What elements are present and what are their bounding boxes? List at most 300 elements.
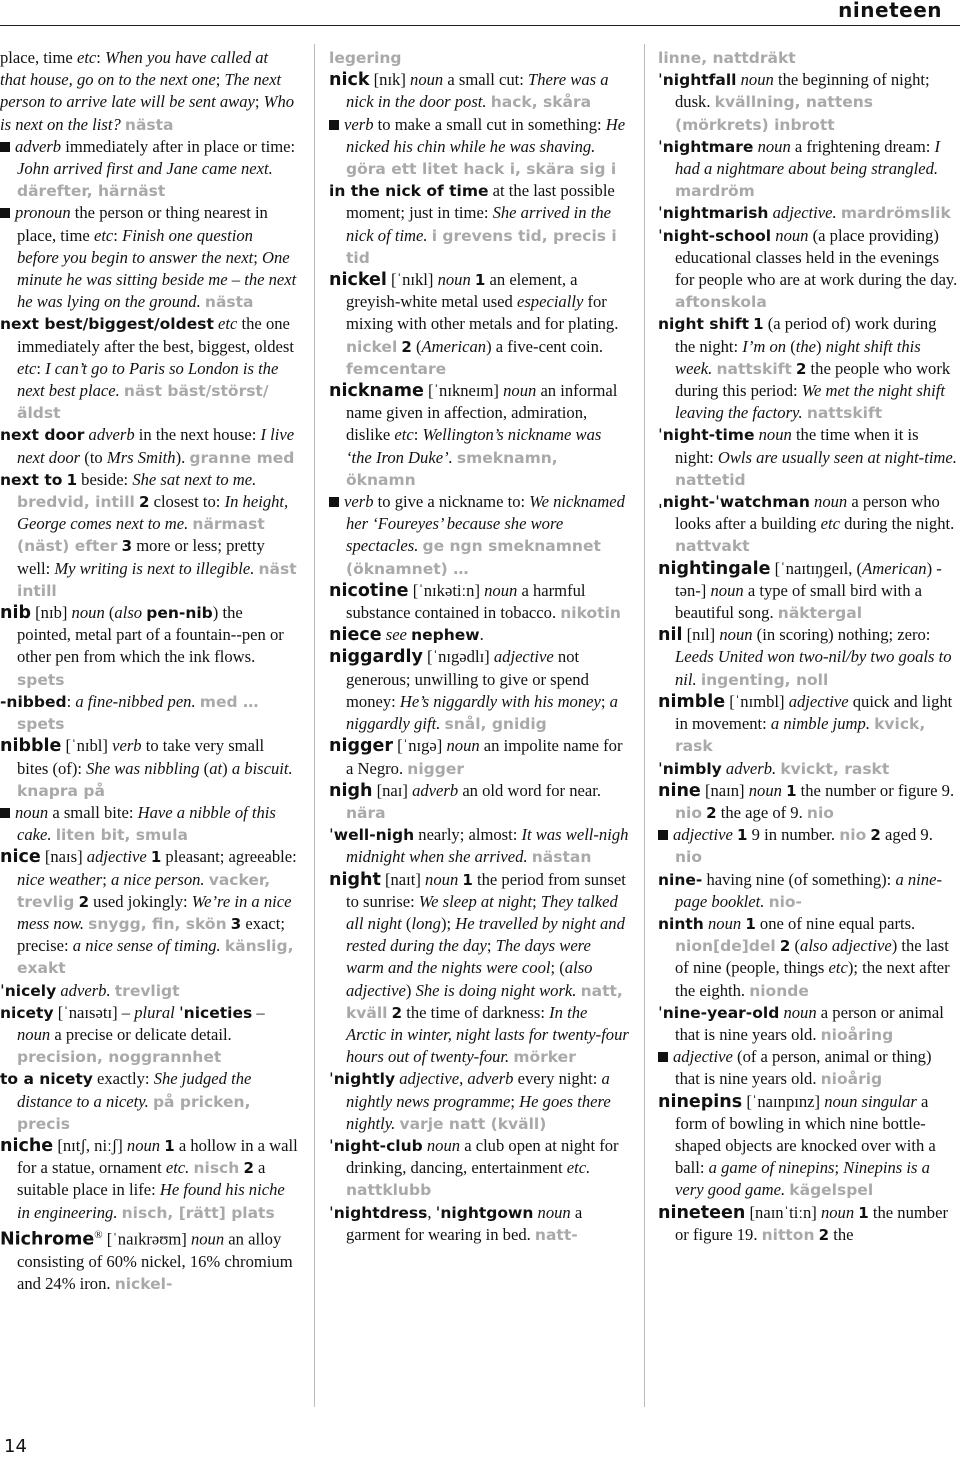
headword: nick bbox=[329, 70, 370, 91]
swedish-translation: nio bbox=[675, 803, 702, 822]
swedish-translation: natt- bbox=[534, 1225, 578, 1244]
headword: nine bbox=[658, 780, 701, 801]
definition-text: ) bbox=[405, 980, 416, 1000]
dictionary-entry bbox=[329, 69, 631, 113]
part-of-speech: noun bbox=[71, 603, 105, 623]
definition-text: ( bbox=[786, 336, 796, 356]
definition-text: closest to: bbox=[149, 492, 225, 512]
definition-text: [ˈnɪgədlɪ] bbox=[422, 647, 494, 667]
subentry-headword: ˈnightfall bbox=[658, 71, 737, 90]
dictionary-entry bbox=[329, 646, 631, 735]
headword: ninepins bbox=[658, 1091, 743, 1112]
headword: nickname bbox=[329, 381, 424, 402]
definition-text: : bbox=[66, 691, 76, 711]
definition-text: ) the last of nine (people, things bbox=[675, 936, 949, 978]
subentry-headword: pen-nib bbox=[146, 604, 213, 623]
dictionary-entry bbox=[0, 1135, 298, 1224]
subentry-headword: nicety bbox=[0, 1003, 54, 1022]
part-of-speech: verb bbox=[112, 736, 142, 756]
definition-text: an informal name given in affection, admiration, dislike bbox=[346, 381, 618, 445]
headword: niggardly bbox=[329, 647, 423, 668]
swedish-translation: granne med bbox=[189, 448, 295, 467]
definition-text: : bbox=[413, 425, 423, 445]
page-number: 14 bbox=[4, 1436, 27, 1457]
definition-text: [ˈnɪkl] bbox=[386, 270, 438, 290]
example-text: I can’t go to Paris so London is the next best place. bbox=[17, 358, 279, 401]
definition-text: [nɪk] bbox=[369, 70, 411, 90]
dictionary-entry bbox=[658, 691, 958, 758]
example-text: Wellington’s nickname was ‘the Iron Duke’. bbox=[346, 425, 602, 467]
dictionary-entry bbox=[329, 869, 631, 1069]
definition-text: [ˈnɪkətiːn] bbox=[408, 580, 485, 600]
definition-text: not generous; unwilling to give or spend money: bbox=[346, 647, 589, 711]
example-text: etc bbox=[93, 225, 114, 245]
sense-number: 2 bbox=[243, 1159, 254, 1178]
definition-text: (a period of) work during the night: bbox=[675, 314, 937, 356]
subentry-headword: -nibbed bbox=[0, 692, 67, 711]
swedish-translation: i grevens tid, precis i tid bbox=[346, 226, 617, 267]
definition-text: used jokingly: bbox=[89, 891, 192, 911]
subentry-headword: next door bbox=[0, 426, 85, 445]
sense-number: 1 bbox=[462, 870, 473, 889]
sub-entry bbox=[658, 202, 958, 224]
sub-entry bbox=[0, 980, 298, 1002]
part-of-speech: adverb bbox=[15, 136, 62, 156]
swedish-translation: nio bbox=[806, 803, 834, 822]
subentry-headword: ˈnicely bbox=[0, 981, 57, 1000]
subentry-headword: in the nick of time bbox=[329, 182, 489, 201]
example-text: He travelled by night and rested during the day bbox=[346, 913, 625, 956]
dictionary-entry bbox=[329, 624, 631, 646]
swedish-translation: kvickt, raskt bbox=[780, 759, 890, 778]
sub-entry bbox=[658, 424, 958, 491]
example-text: etc bbox=[828, 958, 848, 978]
definition-text: ; bbox=[486, 936, 496, 956]
part-of-speech: noun bbox=[775, 225, 809, 245]
example-text: We nicknamed her ‘Foureyes’ because she wore spectacles. bbox=[346, 492, 625, 556]
example-text: Have a nibble of this cake. bbox=[17, 802, 276, 845]
definition-text: [naɪt] bbox=[380, 869, 426, 889]
definition-text: the time when it is night: bbox=[675, 425, 919, 467]
part-of-speech: noun bbox=[437, 270, 471, 290]
dictionary-entry bbox=[329, 380, 631, 491]
part-of-speech: pronoun bbox=[15, 203, 71, 223]
swedish-translation: näktergal bbox=[777, 604, 863, 623]
definition-text: in the next house: bbox=[134, 425, 261, 445]
definition-text: ; ( bbox=[550, 958, 565, 978]
sense-number: 3 bbox=[121, 537, 133, 556]
definition-text: [nɪb] bbox=[30, 603, 72, 623]
definition-text: ); the next after the eighth. bbox=[675, 958, 950, 1000]
part-of-speech: noun bbox=[503, 381, 537, 401]
square-bullet-icon bbox=[329, 497, 339, 507]
part-of-speech: noun bbox=[537, 1202, 571, 1222]
definition-text: a small bite: bbox=[48, 802, 138, 822]
definition-text: (of a person, animal or thing) that is nine years old. bbox=[675, 1047, 932, 1089]
example-text: a fine-nibbed pen. bbox=[75, 691, 196, 711]
definition-text: ( bbox=[199, 758, 210, 778]
part-of-speech: noun bbox=[740, 70, 774, 90]
sub-entry bbox=[658, 136, 958, 203]
definition-text: [ˈnɪbl] bbox=[61, 736, 113, 756]
swedish-translation: aftonskola bbox=[675, 293, 767, 312]
headword: nil bbox=[658, 625, 683, 646]
example-text: at bbox=[209, 758, 223, 778]
definition-text: beside: bbox=[77, 469, 133, 489]
continuation-text bbox=[329, 47, 631, 69]
headword: nicotine bbox=[329, 580, 409, 601]
definition-text: a club open at night for drinking, dancing, entertainment bbox=[346, 1135, 619, 1178]
part-of-speech: adverb. bbox=[725, 758, 777, 778]
subentry-headword: ˈnightly bbox=[329, 1070, 396, 1089]
example-text: etc bbox=[820, 514, 840, 534]
sense-number: 1 bbox=[858, 1203, 869, 1222]
swedish-translation: mörker bbox=[513, 1048, 576, 1067]
headword: nibble bbox=[0, 736, 62, 757]
definition-text: the number or figure 9. bbox=[796, 780, 955, 800]
sub-entry bbox=[658, 913, 958, 1002]
square-bullet-icon bbox=[329, 120, 339, 130]
sense-block bbox=[329, 114, 631, 181]
swedish-translation: nio bbox=[675, 848, 702, 867]
swedish-translation: kvick, rask bbox=[675, 715, 926, 756]
dictionary-entry bbox=[0, 735, 298, 802]
example-text: We sleep at night bbox=[418, 891, 533, 911]
example-text: a nimble jump. bbox=[770, 714, 870, 734]
definition-text: (a place providing) educational classes held in the evenings for people who are at work during the day. bbox=[675, 225, 958, 290]
swedish-translation: nikotin bbox=[560, 604, 621, 623]
swedish-translation: knapra på bbox=[17, 781, 105, 800]
definition-text: pleasant; agreeable: bbox=[161, 847, 297, 867]
definition-text: aged 9. bbox=[880, 825, 933, 845]
example-text: etc bbox=[17, 358, 37, 378]
subentry-headword: ˈnine-year-old bbox=[658, 1003, 780, 1022]
swedish-translation: näst intill bbox=[17, 559, 297, 600]
definition-text: having nine (of something): bbox=[702, 869, 896, 889]
headword: niche bbox=[0, 1135, 54, 1156]
part-of-speech: noun bbox=[748, 780, 782, 800]
part-of-speech: adjective. bbox=[772, 203, 837, 223]
sense-block bbox=[658, 1046, 958, 1090]
example-text: etc bbox=[76, 48, 97, 67]
example-text: a nice person. bbox=[111, 869, 205, 889]
part-of-speech: noun bbox=[15, 802, 49, 822]
dictionary-entry bbox=[658, 780, 958, 824]
example-text: When you have called at that house, go on to the next one bbox=[0, 48, 269, 90]
sense-number: 1 bbox=[786, 781, 797, 800]
part-of-speech: noun bbox=[126, 1135, 161, 1155]
sub-entry bbox=[658, 69, 958, 136]
definition-text: more or less; pretty well: bbox=[17, 536, 265, 578]
part-of-speech: noun bbox=[719, 625, 753, 645]
swedish-translation: nionde bbox=[749, 981, 809, 1000]
example-text: My writing is next to illegible. bbox=[54, 558, 255, 578]
subentry-headword: next to bbox=[0, 470, 63, 489]
definition-text: to make a small cut in something: bbox=[373, 114, 606, 134]
definition-text: ) bbox=[222, 758, 232, 778]
part-of-speech: noun bbox=[707, 913, 742, 933]
part-of-speech: adjective bbox=[493, 647, 554, 667]
swedish-translation: med … spets bbox=[17, 692, 259, 734]
example-text: night shift this week. bbox=[675, 336, 921, 378]
definition-text: a garment for wearing in bed. bbox=[346, 1202, 583, 1244]
sense-number: 2 bbox=[139, 493, 150, 512]
swedish-translation: nioårig bbox=[820, 1070, 883, 1089]
part-of-speech: noun bbox=[425, 869, 459, 889]
example-text: a nightly news programme bbox=[346, 1069, 610, 1111]
definition-text: [naɪnˈtiːn] bbox=[745, 1202, 821, 1222]
definition-text: a frightening dream: bbox=[790, 136, 935, 156]
example-text: a nine-page booklet. bbox=[675, 869, 942, 911]
definition-text: [ˈnaɪkrəʊm] bbox=[102, 1229, 191, 1249]
dictionary-entry bbox=[0, 1224, 298, 1295]
swedish-translation: ge ngn smeknamnet (öknamnet) … bbox=[346, 537, 601, 578]
column-1 bbox=[0, 47, 298, 1295]
example-text: She arrived in the nick of time. bbox=[346, 203, 612, 245]
swedish-translation: varje natt (kväll) bbox=[399, 1114, 547, 1133]
swedish-translation: mardrömslik bbox=[840, 204, 951, 223]
definition-text: an alloy consisting of 60% nickel, 16% chromium and 24% iron. bbox=[17, 1229, 293, 1293]
definition-text: to take very small bites (of): bbox=[17, 736, 265, 778]
sub-entry bbox=[658, 758, 958, 780]
sub-entry bbox=[329, 180, 631, 269]
swedish-translation: nästan bbox=[531, 848, 592, 867]
definition-text: for mixing with other metals and for plating. bbox=[346, 292, 619, 334]
definition-text: the number or figure 19. bbox=[675, 1202, 948, 1244]
definition-text: ); bbox=[440, 913, 456, 933]
subentry-headword: nephew bbox=[411, 626, 480, 645]
example-text: I live next door bbox=[17, 425, 295, 467]
swedish-translation: legering bbox=[329, 49, 402, 67]
definition-text: : bbox=[113, 225, 123, 245]
definition-text: [naɪs] bbox=[40, 847, 87, 867]
sense-block bbox=[0, 802, 298, 846]
sense-number: 1 bbox=[745, 914, 756, 933]
part-of-speech: noun bbox=[446, 736, 480, 756]
guide-word: nineteen bbox=[838, 0, 942, 22]
part-of-speech: adjective bbox=[788, 691, 849, 711]
swedish-translation: nattklubb bbox=[346, 1181, 432, 1200]
sub-entry bbox=[658, 869, 958, 913]
definition-text: immediately after in place or time: bbox=[61, 136, 296, 156]
swedish-translation: nattvakt bbox=[675, 537, 750, 556]
definition-text: to give a nickname to: bbox=[373, 492, 530, 512]
definition-text: [ˈnaɪsətɪ] – bbox=[53, 1002, 135, 1022]
example-text: He goes there nightly. bbox=[346, 1091, 611, 1133]
example-text: It was well-nigh midnight when she arrived. bbox=[346, 825, 629, 867]
definition-text: the bbox=[829, 1224, 854, 1244]
definition-text: (to bbox=[80, 447, 107, 467]
dictionary-entry bbox=[658, 624, 958, 691]
swedish-translation: närmast (näst) efter bbox=[17, 515, 265, 556]
sense-number: 2 bbox=[795, 359, 807, 378]
definition-text: a precise or delicate detail. bbox=[50, 1024, 232, 1044]
swedish-translation: vacker, trevlig bbox=[17, 870, 271, 911]
example-text: American bbox=[862, 558, 927, 578]
definition-text: a harmful substance contained in tobacco. bbox=[346, 580, 586, 623]
dictionary-entry bbox=[329, 269, 631, 380]
swedish-translation: smeknamn, öknamn bbox=[346, 448, 558, 489]
example-text: a niggardly gift. bbox=[346, 691, 618, 734]
sense-number: 2 bbox=[706, 803, 717, 822]
example-text: In height, George comes next to me. bbox=[17, 492, 289, 534]
example-text: Owls are usually seen at night-time. bbox=[717, 447, 957, 467]
swedish-translation: nattetid bbox=[675, 470, 746, 489]
swedish-translation: nattskift bbox=[806, 404, 883, 423]
sub-entry bbox=[329, 1135, 631, 1202]
sub-entry bbox=[0, 1002, 298, 1069]
example-text: American bbox=[421, 336, 487, 356]
example-text: We’re in a nice mess now. bbox=[17, 891, 292, 933]
part-of-speech: noun bbox=[410, 70, 444, 90]
example-text: He nicked his chin while he was shaving. bbox=[346, 114, 626, 156]
definition-text: a small cut: bbox=[443, 70, 529, 90]
dictionary-entry bbox=[658, 1202, 958, 1246]
subentry-headword: nine- bbox=[658, 870, 703, 889]
definition-text: ; bbox=[510, 1091, 520, 1111]
definition-text: the age of 9. bbox=[716, 802, 807, 822]
definition-text: ). bbox=[175, 447, 190, 467]
sense-number: 1 bbox=[737, 826, 748, 845]
definition-text: exact; precise: bbox=[17, 913, 285, 956]
example-text: etc bbox=[218, 314, 238, 334]
example-text: John arrived first and Jane came next. bbox=[17, 159, 273, 179]
example-text: We met the night shift leaving the factory. bbox=[675, 381, 945, 423]
part-of-speech: noun bbox=[190, 1229, 225, 1249]
swedish-translation: nion[de]del bbox=[675, 937, 776, 956]
sense-number: 1 bbox=[150, 848, 162, 867]
definition-text: a person who looks after a building bbox=[675, 492, 940, 534]
swedish-translation: nära bbox=[346, 803, 386, 822]
example-text: see bbox=[385, 625, 407, 645]
definition-text: ; bbox=[215, 70, 225, 90]
subentry-headword: ˈnight-school bbox=[658, 226, 772, 245]
subentry-headword: ˈnightgown bbox=[435, 1203, 534, 1222]
headword: nib bbox=[0, 603, 31, 624]
part-of-speech: noun bbox=[757, 136, 791, 156]
sense-number: 3 bbox=[230, 914, 242, 933]
definition-text: ) bbox=[816, 336, 826, 356]
example-text: She judged the distance to a nicety. bbox=[17, 1069, 252, 1111]
subentry-headword: ninth bbox=[658, 914, 704, 933]
part-of-speech: verb bbox=[344, 492, 374, 512]
sense-number: 1 bbox=[66, 470, 78, 489]
definition-text: ) the pointed, metal part of a fountain--pen or other pen from which the ink flows. bbox=[17, 603, 284, 667]
part-of-speech: adjective bbox=[673, 1047, 733, 1067]
part-of-speech: adverb bbox=[412, 780, 459, 800]
definition-text: at the last possible moment; just in time: bbox=[346, 181, 615, 223]
definition-text: ; bbox=[254, 92, 264, 112]
sense-number: 2 bbox=[818, 1225, 830, 1244]
definition-text: the person or thing nearest in place, time bbox=[17, 203, 268, 245]
swedish-translation: snål, gnidig bbox=[444, 715, 547, 734]
subentry-headword: ˈnightmarish bbox=[658, 204, 769, 223]
swedish-translation: nigger bbox=[407, 759, 464, 778]
headword: nimble bbox=[658, 691, 726, 712]
definition-text: ; bbox=[600, 691, 610, 711]
part-of-speech: plural bbox=[134, 1002, 175, 1022]
swedish-translation: ingenting, noll bbox=[700, 670, 829, 689]
part-of-speech: noun bbox=[426, 1135, 461, 1155]
sub-entry bbox=[0, 691, 298, 735]
part-of-speech: noun bbox=[814, 492, 848, 512]
subentry-headword: ˌnight-ˈwatchman bbox=[658, 493, 810, 512]
headword: nightingale bbox=[658, 558, 771, 579]
example-text: Who is next on the list? bbox=[0, 92, 295, 134]
subentry-headword: ˈnightdress bbox=[329, 1203, 428, 1222]
definition-text: ) -tən-] bbox=[675, 558, 942, 600]
dictionary-entry bbox=[658, 1091, 958, 1202]
example-text: the bbox=[795, 336, 817, 356]
registered-mark: ® bbox=[94, 1228, 103, 1241]
definition-text: ( bbox=[104, 603, 115, 623]
example-text: Ninepins is a very good game. bbox=[675, 1158, 930, 1200]
definition-text: the time of darkness: bbox=[402, 1002, 550, 1022]
headword: Nichrome bbox=[0, 1229, 95, 1250]
part-of-speech: noun bbox=[758, 425, 792, 445]
sub-entry bbox=[329, 824, 631, 868]
subentry-headword: ˈnight-club bbox=[329, 1136, 423, 1155]
definition-text: every night: bbox=[513, 1069, 602, 1089]
swedish-translation: nästa bbox=[204, 293, 254, 312]
definition-text: : bbox=[96, 48, 106, 67]
definition-text: nearly; almost: bbox=[414, 825, 522, 845]
sub-entry bbox=[658, 225, 958, 314]
sense-number: 1 bbox=[474, 271, 486, 290]
definition-text: during the night. bbox=[839, 514, 955, 534]
subentry-headword: to a nicety bbox=[0, 1070, 93, 1089]
square-bullet-icon bbox=[658, 1052, 668, 1062]
sub-entry bbox=[329, 1068, 631, 1135]
dictionary-entry bbox=[329, 580, 631, 624]
headword: nigh bbox=[329, 780, 373, 801]
part-of-speech: adjective, adverb bbox=[399, 1069, 514, 1089]
sense-block bbox=[329, 491, 631, 580]
definition-text: 9 in number. bbox=[747, 825, 840, 845]
swedish-translation: nästa bbox=[124, 115, 174, 134]
definition-text: the one immediately after the best, biggest, oldest bbox=[17, 314, 294, 356]
definition-text: ; bbox=[102, 869, 112, 889]
sub-entry bbox=[658, 1002, 958, 1046]
square-bullet-icon bbox=[0, 808, 10, 818]
example-text: a game of ninepins bbox=[708, 1158, 835, 1178]
definition-text: a suitable place in life: bbox=[17, 1158, 266, 1200]
sub-entry bbox=[0, 469, 298, 602]
example-text: also bbox=[114, 603, 143, 623]
continuation-text bbox=[658, 47, 958, 69]
swedish-translation: linne, nattdräkt bbox=[658, 49, 796, 67]
example-text: The days were warm and the nights were cool bbox=[346, 936, 591, 978]
swedish-translation: kvällning, nattens (mörkrets) inbrott bbox=[675, 93, 874, 134]
example-text: They talked all night bbox=[346, 891, 618, 933]
sense-block bbox=[0, 202, 298, 313]
definition-text: an element, a greyish-white metal used bbox=[346, 270, 578, 312]
definition-text: (in scoring) nothing; zero: bbox=[752, 625, 931, 645]
sense-number: 2 bbox=[401, 337, 412, 356]
definition-text: a form of bowling in which nine bottle-shaped objects are knocked over with a ball: bbox=[675, 1091, 936, 1178]
subentry-headword: ˈnight-time bbox=[658, 426, 755, 445]
example-text: etc. bbox=[566, 1158, 591, 1178]
definition-text: a hollow in a wall for a statue, ornament bbox=[17, 1135, 298, 1178]
part-of-speech: noun bbox=[17, 1024, 51, 1044]
definition-text: one of nine equal parts. bbox=[755, 913, 916, 933]
definition-text: the beginning of night; dusk. bbox=[675, 70, 930, 112]
definition-text: the period from sunset to sunrise: bbox=[346, 869, 626, 911]
swedish-translation: hack, skåra bbox=[490, 93, 592, 112]
swedish-translation: nickel- bbox=[114, 1274, 173, 1293]
dictionary-entry bbox=[0, 846, 298, 979]
definition-text: ; bbox=[834, 1158, 844, 1178]
